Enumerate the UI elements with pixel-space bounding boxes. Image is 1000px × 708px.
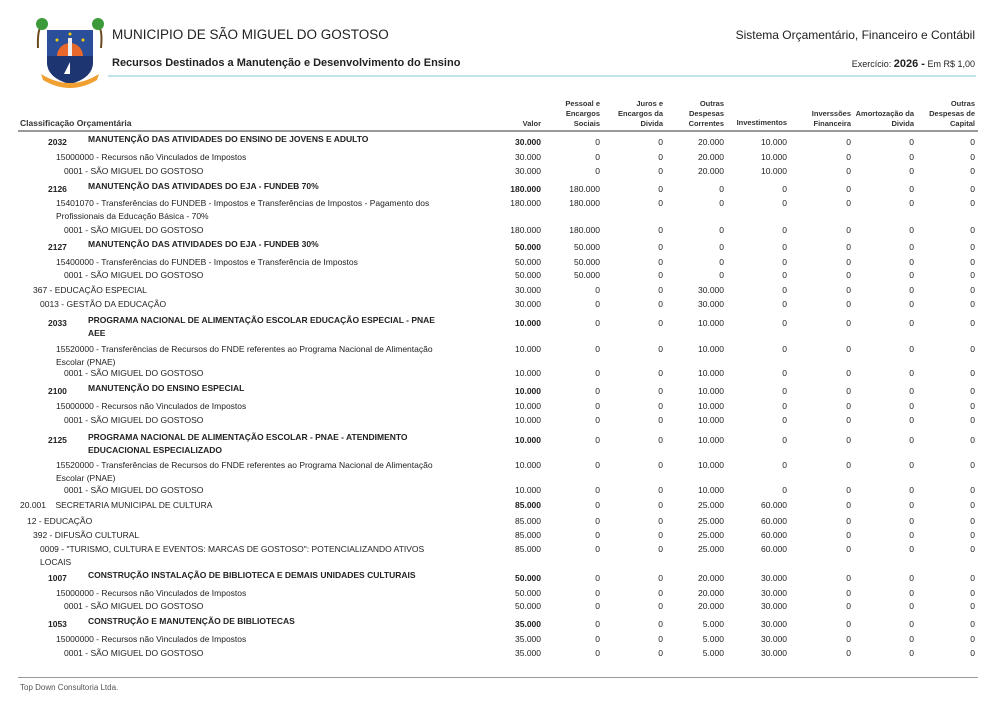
value-cell: 85.000 <box>515 530 541 540</box>
value-cell: 20.000 <box>698 152 724 162</box>
value-cell: 0 <box>782 257 787 267</box>
value-cell: 0 <box>658 634 663 644</box>
value-cell: 50.000 <box>515 588 541 598</box>
value-cell: 35.000 <box>515 634 541 644</box>
fonte-label: 15400000 - Transferências do FUNDEB - Impostos e Transferência de Impostos <box>56 257 358 267</box>
fonte-label: 15000000 - Recursos não Vinculados de Impostos <box>56 588 247 598</box>
table-header-divider <box>18 130 978 132</box>
value-cell: 0 <box>782 299 787 309</box>
value-cell: 0 <box>970 634 975 644</box>
unit-label: 0001 - SÃO MIGUEL DO GOSTOSO <box>64 368 204 378</box>
value-cell: 0 <box>595 368 600 378</box>
value-cell: 0 <box>595 344 600 354</box>
value-cell: 0 <box>970 137 975 147</box>
value-cell: 30.000 <box>515 166 541 176</box>
value-cell: 10.000 <box>515 344 541 354</box>
value-cell: 0 <box>658 198 663 208</box>
value-cell: 0 <box>970 166 975 176</box>
value-cell: 30.000 <box>515 299 541 309</box>
value-cell: 0 <box>658 242 663 252</box>
value-cell: 0 <box>782 415 787 425</box>
value-cell: 0 <box>658 225 663 235</box>
value-cell: 30.000 <box>761 601 787 611</box>
value-cell: 0 <box>909 318 914 328</box>
value-cell: 10.000 <box>761 166 787 176</box>
value-cell: 0 <box>970 242 975 252</box>
value-cell: 0 <box>658 601 663 611</box>
value-cell: 10.000 <box>698 435 724 445</box>
value-cell: 0 <box>846 634 851 644</box>
value-cell: 0 <box>970 386 975 396</box>
value-cell: 0 <box>909 242 914 252</box>
value-cell: 0 <box>658 544 663 554</box>
value-cell: 0 <box>595 386 600 396</box>
value-cell: 5.000 <box>702 648 724 658</box>
subfunction-label: 392 - DIFUSÃO CULTURAL <box>33 530 140 540</box>
value-cell: 0 <box>658 344 663 354</box>
value-cell: 0 <box>909 588 914 598</box>
value-cell: 0 <box>658 485 663 495</box>
value-cell: 0 <box>658 573 663 583</box>
value-cell: 10.000 <box>515 435 541 445</box>
value-cell: 0 <box>658 299 663 309</box>
value-cell: 10.000 <box>515 485 541 495</box>
value-cell: 0 <box>595 152 600 162</box>
value-cell: 0 <box>909 435 914 445</box>
value-cell: 0 <box>782 368 787 378</box>
action-label: CONSTRUÇÃO INSTALAÇÃO DE BIBLIOTECA E DEMAIS UNIDADES CULTURAIS <box>88 570 416 580</box>
value-cell: 50.000 <box>515 270 541 280</box>
value-cell: 0 <box>782 344 787 354</box>
value-cell: 10.000 <box>698 401 724 411</box>
value-cell: 0 <box>846 344 851 354</box>
value-cell: 0 <box>970 530 975 540</box>
column-header: Inverssões Financeira <box>811 109 851 128</box>
value-cell: 0 <box>846 530 851 540</box>
value-cell: 10.000 <box>698 368 724 378</box>
value-cell: 0 <box>970 299 975 309</box>
value-cell: 0 <box>782 386 787 396</box>
value-cell: 0 <box>782 318 787 328</box>
value-cell: 0 <box>782 225 787 235</box>
value-cell: 50.000 <box>515 573 541 583</box>
value-cell: 0 <box>909 152 914 162</box>
value-cell: 0 <box>909 299 914 309</box>
fonte-label: 15401070 - Transferências do FUNDEB - Impostos e Transferências de Impostos - Pagamento dos Profissionais da Educação Básica - 70% <box>56 198 430 221</box>
column-header-classification: Classificação Orçamentária <box>20 118 132 128</box>
value-cell: 30.000 <box>761 573 787 583</box>
value-cell: 0 <box>658 648 663 658</box>
value-cell: 0 <box>909 530 914 540</box>
value-cell: 30.000 <box>698 299 724 309</box>
action-code: 2126 <box>48 184 67 194</box>
value-cell: 0 <box>719 225 724 235</box>
value-cell: 0 <box>846 166 851 176</box>
value-cell: 25.000 <box>698 516 724 526</box>
value-cell: 0 <box>595 485 600 495</box>
column-header: Investimentos <box>736 118 787 127</box>
value-cell: 0 <box>846 152 851 162</box>
value-cell: 0 <box>970 318 975 328</box>
value-cell: 0 <box>970 500 975 510</box>
value-cell: 20.000 <box>698 588 724 598</box>
value-cell: 10.000 <box>515 318 541 328</box>
value-cell: 0 <box>846 257 851 267</box>
value-cell: 0 <box>658 435 663 445</box>
value-cell: 10.000 <box>761 137 787 147</box>
value-cell: 0 <box>846 588 851 598</box>
action-code: 2032 <box>48 137 67 147</box>
fonte-label: 15520000 - Transferências de Recursos do FNDE referentes ao Programa Nacional de Alimentação Escolar (PNAE) <box>56 344 433 367</box>
value-cell: 0 <box>970 435 975 445</box>
value-cell: 20.000 <box>698 137 724 147</box>
value-cell: 0 <box>658 137 663 147</box>
value-cell: 50.000 <box>515 257 541 267</box>
unit-label: 0001 - SÃO MIGUEL DO GOSTOSO <box>64 485 204 495</box>
value-cell: 0 <box>970 619 975 629</box>
value-cell: 0 <box>970 225 975 235</box>
value-cell: 0 <box>909 573 914 583</box>
value-cell: 10.000 <box>761 152 787 162</box>
value-cell: 5.000 <box>702 619 724 629</box>
value-cell: 0 <box>595 460 600 470</box>
column-header: Outras Despesas de Capital <box>929 99 975 128</box>
value-cell: 10.000 <box>698 318 724 328</box>
value-cell: 0 <box>658 184 663 194</box>
value-cell: 0 <box>595 588 600 598</box>
value-cell: 0 <box>782 401 787 411</box>
column-header: Amortozação da Divida <box>855 109 914 128</box>
value-cell: 0 <box>846 368 851 378</box>
action-label: MANUTENÇÃO DAS ATIVIDADES DO ENSINO DE JOVENS E ADULTO <box>88 134 369 144</box>
value-cell: 0 <box>846 516 851 526</box>
value-cell: 0 <box>782 270 787 280</box>
value-cell: 180.000 <box>569 225 600 235</box>
value-cell: 25.000 <box>698 500 724 510</box>
value-cell: 35.000 <box>515 619 541 629</box>
unit-label: 0001 - SÃO MIGUEL DO GOSTOSO <box>64 648 204 658</box>
value-cell: 0 <box>846 573 851 583</box>
value-cell: 0 <box>658 588 663 598</box>
value-cell: 0 <box>970 257 975 267</box>
value-cell: 0 <box>595 137 600 147</box>
value-cell: 0 <box>595 318 600 328</box>
value-cell: 0 <box>846 601 851 611</box>
column-header: Valor <box>522 119 541 128</box>
value-cell: 180.000 <box>510 198 541 208</box>
value-cell: 0 <box>970 344 975 354</box>
value-cell: 0 <box>719 184 724 194</box>
value-cell: 10.000 <box>515 386 541 396</box>
value-cell: 0 <box>719 257 724 267</box>
value-cell: 0 <box>658 500 663 510</box>
fonte-label: 15520000 - Transferências de Recursos do FNDE referentes ao Programa Nacional de Alimentação Escolar (PNAE) <box>56 460 433 483</box>
value-cell: 10.000 <box>515 460 541 470</box>
function-label: 12 - EDUCAÇÃO <box>27 516 93 526</box>
value-cell: 0 <box>846 198 851 208</box>
value-cell: 0 <box>970 648 975 658</box>
value-cell: 0 <box>595 530 600 540</box>
value-cell: 0 <box>909 634 914 644</box>
value-cell: 60.000 <box>761 530 787 540</box>
subfunction-label: 367 - EDUCAÇÃO ESPECIAL <box>33 285 147 295</box>
value-cell: 10.000 <box>515 415 541 425</box>
value-cell: 30.000 <box>761 648 787 658</box>
value-cell: 60.000 <box>761 500 787 510</box>
value-cell: 0 <box>846 386 851 396</box>
value-cell: 30.000 <box>761 619 787 629</box>
action-label: MANUTENÇÃO DAS ATIVIDADES DO EJA - FUNDEB 30% <box>88 239 319 249</box>
value-cell: 20.000 <box>698 166 724 176</box>
value-cell: 0 <box>909 137 914 147</box>
unit-label: 0001 - SÃO MIGUEL DO GOSTOSO <box>64 270 204 280</box>
unit-label: 0001 - SÃO MIGUEL DO GOSTOSO <box>64 225 204 235</box>
value-cell: 0 <box>970 485 975 495</box>
value-cell: 0 <box>909 648 914 658</box>
value-cell: 50.000 <box>574 257 600 267</box>
value-cell: 0 <box>658 270 663 280</box>
value-cell: 0 <box>846 485 851 495</box>
municipality-name: MUNICIPIO DE SÃO MIGUEL DO GOSTOSO <box>112 27 389 42</box>
value-cell: 0 <box>846 435 851 445</box>
value-cell: 180.000 <box>569 184 600 194</box>
value-cell: 0 <box>658 619 663 629</box>
value-cell: 180.000 <box>569 198 600 208</box>
value-cell: 60.000 <box>761 516 787 526</box>
value-cell: 0 <box>970 601 975 611</box>
action-code: 2127 <box>48 242 67 252</box>
value-cell: 0 <box>909 619 914 629</box>
value-cell: 0 <box>846 500 851 510</box>
value-cell: 0 <box>846 225 851 235</box>
program-label: 0009 - "TURISMO, CULTURA E EVENTOS: MARCAS DE GOSTOSO": POTENCIALIZANDO ATIVOS LOCAIS <box>40 544 425 567</box>
value-cell: 0 <box>909 415 914 425</box>
organ-label: 20.001 SECRETARIA MUNICIPAL DE CULTURA <box>20 500 213 510</box>
value-cell: 0 <box>970 285 975 295</box>
value-cell: 85.000 <box>515 544 541 554</box>
value-cell: 0 <box>846 415 851 425</box>
value-cell: 0 <box>846 544 851 554</box>
value-cell: 0 <box>846 285 851 295</box>
value-cell: 10.000 <box>698 386 724 396</box>
value-cell: 0 <box>595 299 600 309</box>
value-cell: 0 <box>782 198 787 208</box>
value-cell: 30.000 <box>698 285 724 295</box>
value-cell: 0 <box>719 270 724 280</box>
value-cell: 0 <box>909 500 914 510</box>
footer-divider <box>18 677 978 678</box>
value-cell: 0 <box>909 601 914 611</box>
footer-company: Top Down Consultoria Ltda. <box>20 683 119 692</box>
value-cell: 0 <box>658 166 663 176</box>
value-cell: 5.000 <box>702 634 724 644</box>
value-cell: 0 <box>595 648 600 658</box>
value-cell: 50.000 <box>515 601 541 611</box>
exercise-year: 2026 - <box>893 58 925 70</box>
value-cell: 0 <box>595 415 600 425</box>
value-cell: 0 <box>970 544 975 554</box>
column-header: Pessoal e Encargos Sociais <box>565 99 600 128</box>
value-cell: 0 <box>595 500 600 510</box>
value-cell: 0 <box>782 184 787 194</box>
value-cell: 0 <box>909 401 914 411</box>
value-cell: 25.000 <box>698 530 724 540</box>
value-cell: 85.000 <box>515 516 541 526</box>
value-cell: 0 <box>909 257 914 267</box>
action-code: 1007 <box>48 573 67 583</box>
value-cell: 0 <box>970 588 975 598</box>
exercise-info <box>852 58 975 70</box>
value-cell: 0 <box>909 270 914 280</box>
action-label: MANUTENÇÃO DAS ATIVIDADES DO EJA - FUNDEB 70% <box>88 181 319 191</box>
report-title: Recursos Destinados a Manutenção e Desenvolvimento do Ensino <box>112 57 461 69</box>
fonte-label: 15000000 - Recursos não Vinculados de Impostos <box>56 401 247 411</box>
value-cell: 85.000 <box>515 500 541 510</box>
value-cell: 0 <box>970 368 975 378</box>
value-cell: 10.000 <box>698 485 724 495</box>
value-cell: 0 <box>719 198 724 208</box>
value-cell: 0 <box>846 619 851 629</box>
value-cell: 0 <box>909 225 914 235</box>
value-cell: 50.000 <box>574 270 600 280</box>
action-code: 2100 <box>48 386 67 396</box>
value-cell: 20.000 <box>698 601 724 611</box>
value-cell: 0 <box>782 460 787 470</box>
value-cell: 0 <box>909 544 914 554</box>
value-cell: 0 <box>846 318 851 328</box>
value-cell: 0 <box>970 270 975 280</box>
value-cell: 0 <box>846 184 851 194</box>
value-cell: 0 <box>909 485 914 495</box>
value-cell: 0 <box>658 152 663 162</box>
value-cell: 0 <box>595 401 600 411</box>
value-cell: 0 <box>846 299 851 309</box>
value-cell: 10.000 <box>515 401 541 411</box>
value-cell: 10.000 <box>698 415 724 425</box>
value-cell: 0 <box>909 198 914 208</box>
value-cell: 0 <box>719 242 724 252</box>
value-cell: 0 <box>658 415 663 425</box>
value-cell: 0 <box>846 401 851 411</box>
value-cell: 25.000 <box>698 544 724 554</box>
action-label: MANUTENÇÃO DO ENSINO ESPECIAL <box>88 383 245 393</box>
value-cell: 0 <box>846 460 851 470</box>
value-cell: 50.000 <box>574 242 600 252</box>
unit-label: 0001 - SÃO MIGUEL DO GOSTOSO <box>64 601 204 611</box>
value-cell: 0 <box>595 601 600 611</box>
value-cell: 0 <box>658 285 663 295</box>
program-label: 0013 - GESTÃO DA EDUCAÇÃO <box>40 299 167 309</box>
action-label: PROGRAMA NACIONAL DE ALIMENTAÇÃO ESCOLAR EDUCAÇÃO ESPECIAL - PNAE AEE <box>88 315 435 338</box>
value-cell: 0 <box>658 386 663 396</box>
unit-label: 0001 - SÃO MIGUEL DO GOSTOSO <box>64 166 204 176</box>
action-code: 2125 <box>48 435 67 445</box>
value-cell: 10.000 <box>698 460 724 470</box>
value-cell: 0 <box>846 648 851 658</box>
action-code: 1053 <box>48 619 67 629</box>
value-cell: 0 <box>970 573 975 583</box>
fonte-label: 15000000 - Recursos não Vinculados de Impostos <box>56 634 247 644</box>
value-cell: 10.000 <box>515 368 541 378</box>
value-cell: 0 <box>658 368 663 378</box>
action-code: 2033 <box>48 318 67 328</box>
value-cell: 180.000 <box>510 225 541 235</box>
value-cell: 0 <box>595 619 600 629</box>
value-cell: 30.000 <box>761 634 787 644</box>
municipal-coat-of-arms-logo <box>33 18 107 88</box>
value-cell: 0 <box>909 386 914 396</box>
value-cell: 0 <box>909 516 914 526</box>
system-name: Sistema Orçamentário, Financeiro e Contábil <box>735 28 975 42</box>
value-cell: 0 <box>846 242 851 252</box>
value-cell: 0 <box>970 460 975 470</box>
value-cell: 0 <box>970 516 975 526</box>
value-cell: 30.000 <box>515 137 541 147</box>
fonte-label: 15000000 - Recursos não Vinculados de Impostos <box>56 152 247 162</box>
value-cell: 180.000 <box>510 184 541 194</box>
value-cell: 0 <box>595 544 600 554</box>
currency-note: Em R$ 1,00 <box>927 59 975 69</box>
value-cell: 10.000 <box>698 344 724 354</box>
header-divider <box>108 75 976 77</box>
value-cell: 0 <box>782 285 787 295</box>
value-cell: 0 <box>595 166 600 176</box>
unit-label: 0001 - SÃO MIGUEL DO GOSTOSO <box>64 415 204 425</box>
value-cell: 30.000 <box>515 285 541 295</box>
value-cell: 0 <box>970 415 975 425</box>
value-cell: 0 <box>970 152 975 162</box>
value-cell: 0 <box>782 435 787 445</box>
value-cell: 0 <box>909 460 914 470</box>
value-cell: 0 <box>595 573 600 583</box>
value-cell: 0 <box>658 530 663 540</box>
column-header: Outras Despesas Correntes <box>688 99 724 128</box>
value-cell: 0 <box>595 435 600 445</box>
value-cell: 0 <box>595 516 600 526</box>
value-cell: 0 <box>846 137 851 147</box>
value-cell: 30.000 <box>761 588 787 598</box>
value-cell: 0 <box>909 368 914 378</box>
column-header: Juros e Encargos da Divida <box>617 99 663 128</box>
action-label: CONSTRUÇÃO E MANUTENÇÃO DE BIBLIOTECAS <box>88 616 295 626</box>
value-cell: 30.000 <box>515 152 541 162</box>
value-cell: 0 <box>595 634 600 644</box>
value-cell: 0 <box>909 344 914 354</box>
value-cell: 0 <box>909 184 914 194</box>
value-cell: 0 <box>782 485 787 495</box>
value-cell: 0 <box>658 257 663 267</box>
value-cell: 20.000 <box>698 573 724 583</box>
value-cell: 0 <box>658 401 663 411</box>
value-cell: 0 <box>970 401 975 411</box>
value-cell: 0 <box>909 166 914 176</box>
value-cell: 0 <box>782 242 787 252</box>
value-cell: 0 <box>595 285 600 295</box>
value-cell: 50.000 <box>515 242 541 252</box>
value-cell: 0 <box>658 516 663 526</box>
value-cell: 0 <box>970 198 975 208</box>
exercise-label: Exercício: <box>851 59 892 69</box>
value-cell: 35.000 <box>515 648 541 658</box>
value-cell: 0 <box>658 318 663 328</box>
value-cell: 0 <box>909 285 914 295</box>
value-cell: 0 <box>846 270 851 280</box>
value-cell: 0 <box>658 460 663 470</box>
value-cell: 0 <box>970 184 975 194</box>
value-cell: 60.000 <box>761 544 787 554</box>
action-label: PROGRAMA NACIONAL DE ALIMENTAÇÃO ESCOLAR - PNAE - ATENDIMENTO EDUCACIONAL ESPECIALIZADO <box>88 432 408 455</box>
